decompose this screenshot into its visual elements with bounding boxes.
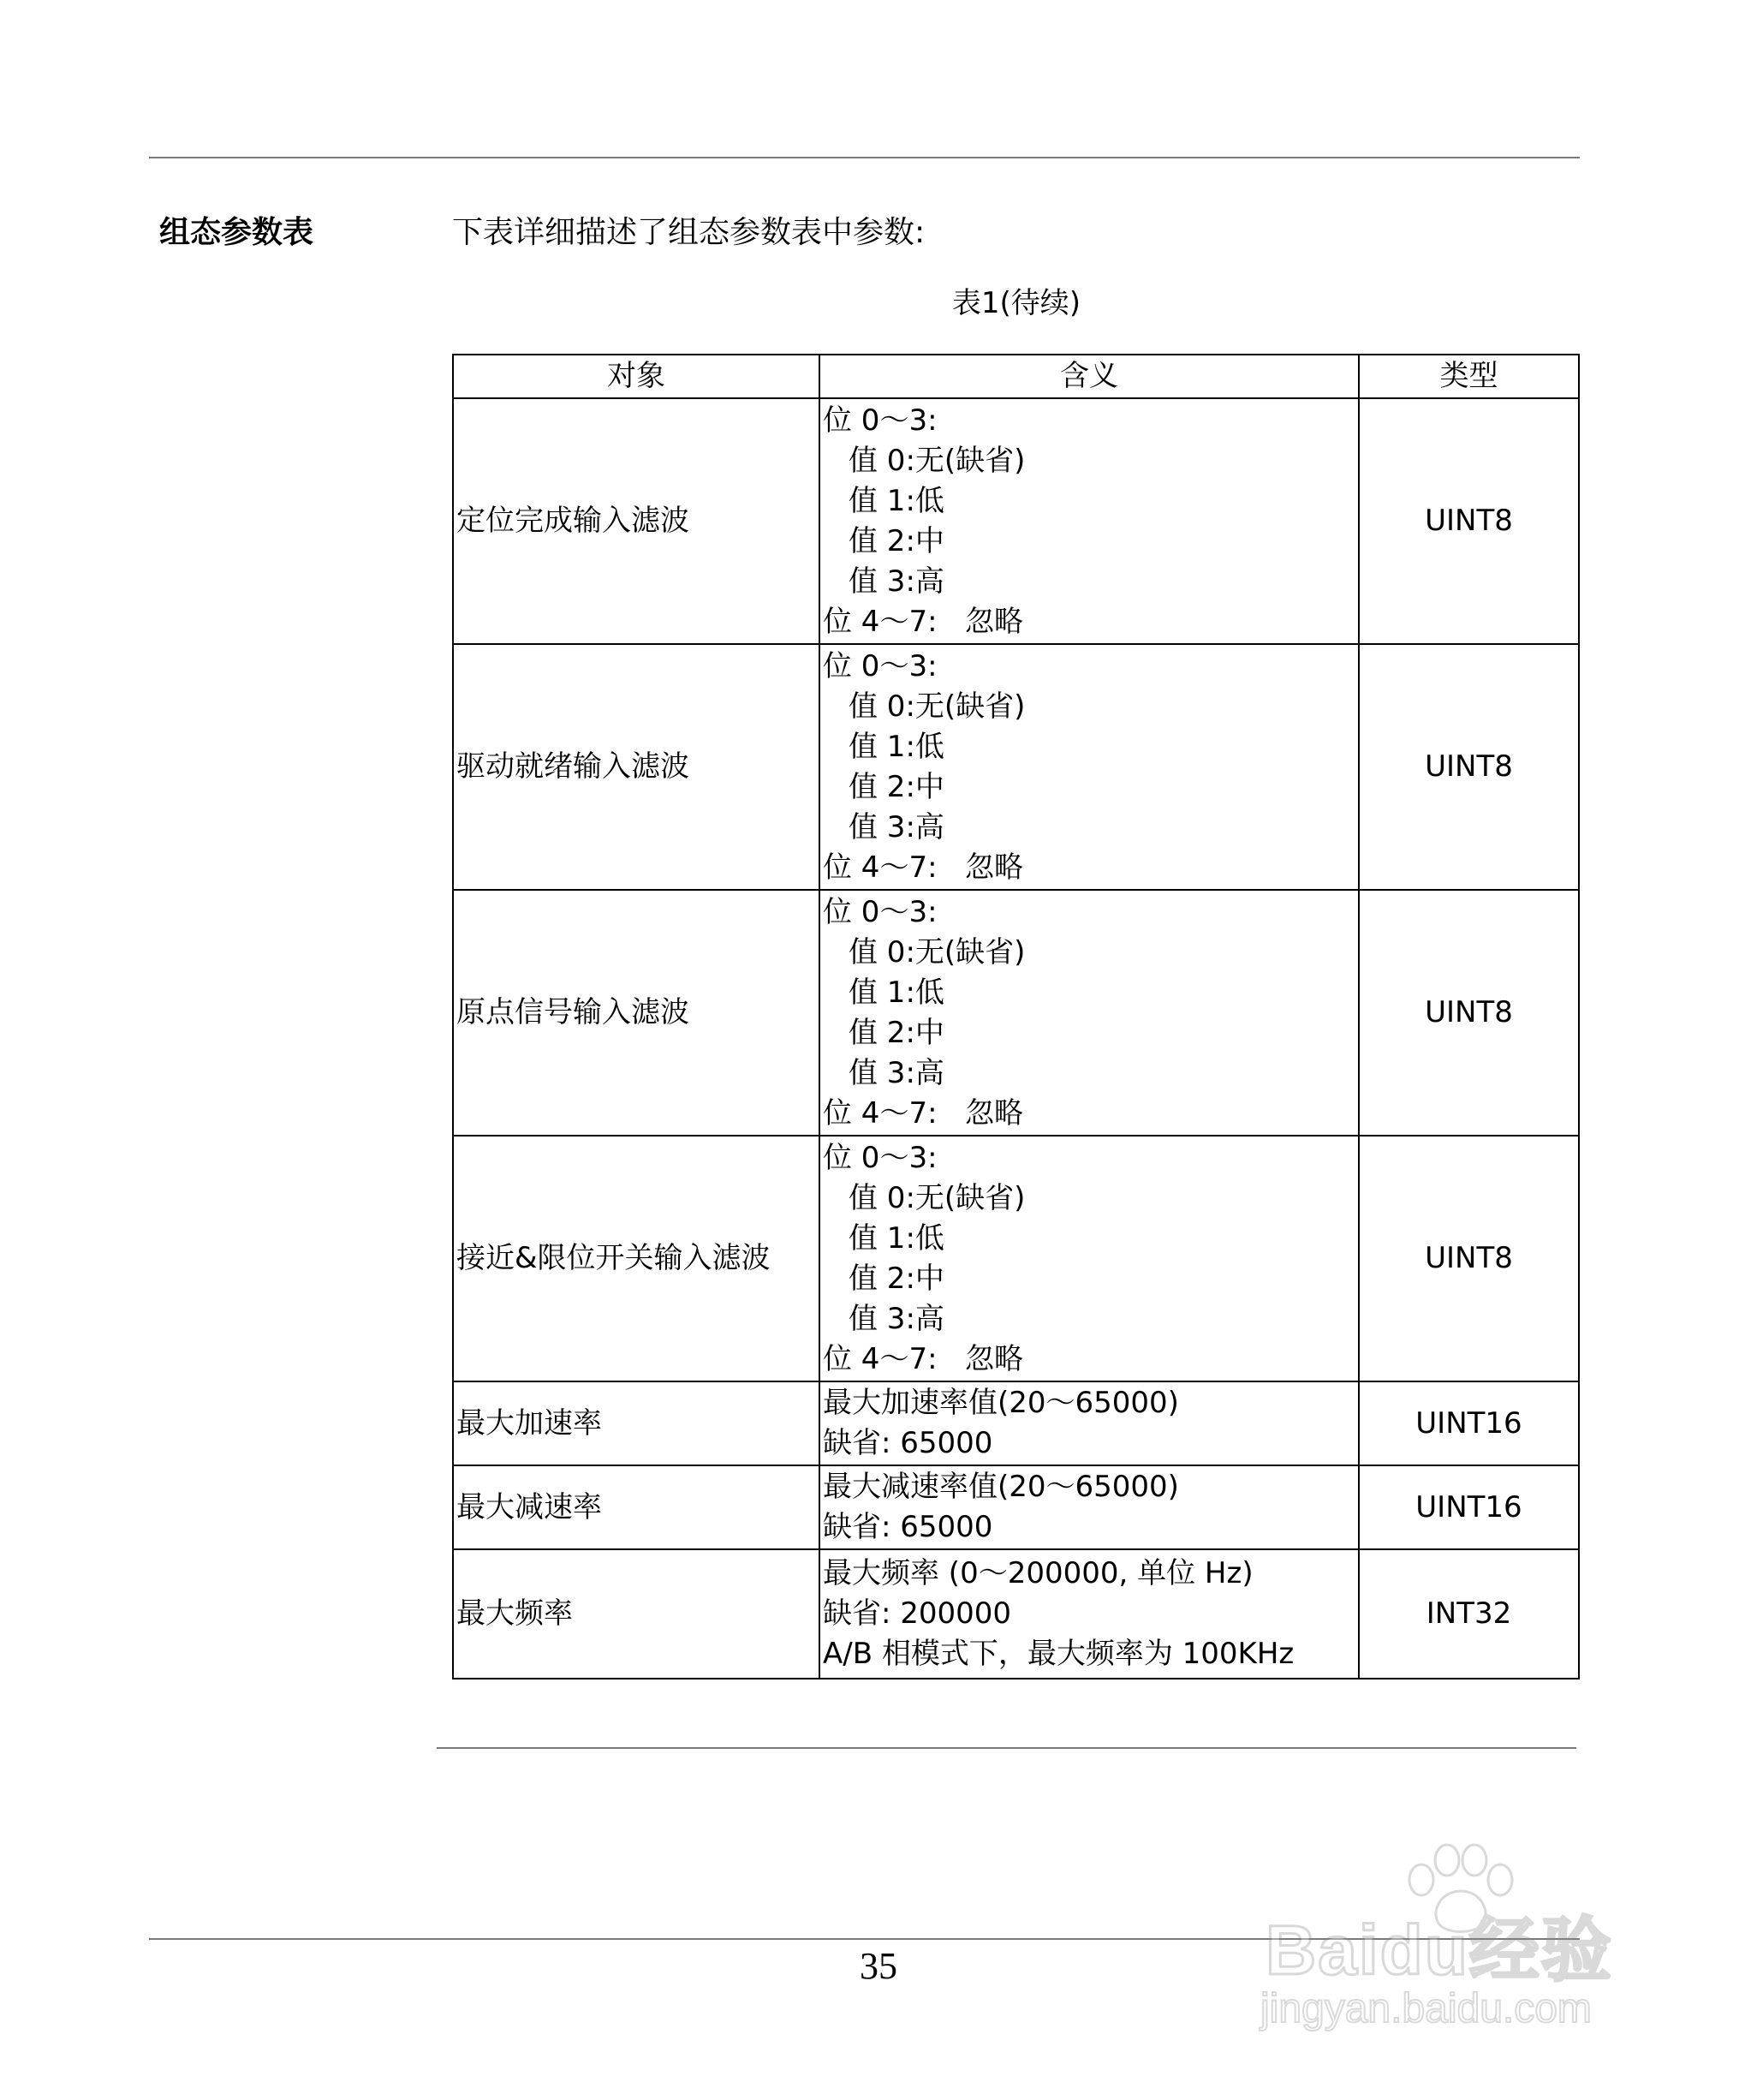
table-row <box>453 1136 1579 1381</box>
meaning-line: 最大减速率值(20～65000) <box>823 1470 1179 1504</box>
table-bottom-rule <box>437 1747 1576 1749</box>
top-rule <box>149 157 1580 158</box>
object-cell: 接近&限位开关输入滤波 <box>453 1136 819 1381</box>
meaning-line: 值 2:中 <box>849 523 944 558</box>
header-meaning: 含义 <box>819 355 1359 398</box>
type-cell: UINT8 <box>1359 890 1579 1136</box>
meaning-line: 位 0～3: <box>823 1140 938 1175</box>
meaning-line: 最大频率 (0～200000, 单位 Hz) <box>823 1556 1254 1590</box>
object-cell: 驱动就绪输入滤波 <box>453 644 819 890</box>
watermark <box>1250 1841 1661 2031</box>
meaning-line: 缺省: 65000 <box>823 1426 993 1460</box>
object-cell: 最大加速率 <box>453 1381 819 1465</box>
meaning-line: 值 1:低 <box>849 975 944 1010</box>
meaning-cell <box>819 1381 1359 1465</box>
page-number: 35 <box>860 1945 897 1987</box>
meaning-cell <box>819 398 1359 644</box>
meaning-line: 最大加速率值(20～65000) <box>823 1386 1179 1420</box>
object-cell: 最大频率 <box>453 1549 819 1679</box>
type-cell: UINT8 <box>1359 644 1579 890</box>
type-cell: UINT8 <box>1359 1136 1579 1381</box>
table-row <box>453 1549 1579 1679</box>
meaning-cell <box>819 1465 1359 1549</box>
table-row <box>453 644 1579 890</box>
meaning-line: 值 1:低 <box>849 729 944 764</box>
type-cell: UINT8 <box>1359 398 1579 644</box>
object-cell: 原点信号输入滤波 <box>453 890 819 1136</box>
type-cell: INT32 <box>1359 1549 1579 1679</box>
parameter-table <box>452 354 1580 1679</box>
meaning-line: 值 2:中 <box>849 769 944 804</box>
meaning-line: 值 0:无(缺省) <box>849 1180 1026 1215</box>
meaning-cell <box>819 1549 1359 1679</box>
meaning-line: 位 4～7: 忽略 <box>823 850 1023 885</box>
meaning-line: 位 0～3: <box>823 894 938 929</box>
table-header-row <box>453 355 1579 398</box>
table-row <box>453 1381 1579 1465</box>
table-row <box>453 398 1579 644</box>
meaning-line: 值 1:低 <box>849 483 944 518</box>
table-caption: 表1(待续) <box>951 286 1081 320</box>
meaning-line: A/B 相模式下，最大频率为 100KHz <box>823 1637 1295 1671</box>
meaning-line: 值 0:无(缺省) <box>849 443 1026 478</box>
meaning-cell <box>819 1136 1359 1381</box>
section-title: 组态参数表 <box>159 215 314 250</box>
meaning-line: 位 4～7: 忽略 <box>823 1095 1023 1131</box>
meaning-cell <box>819 890 1359 1136</box>
intro-text: 下表详细描述了组态参数表中参数: <box>452 215 926 250</box>
meaning-line: 位 0～3: <box>823 648 938 683</box>
object-cell: 最大减速率 <box>453 1465 819 1549</box>
header-object: 对象 <box>453 355 819 398</box>
meaning-line: 位 4～7: 忽略 <box>823 604 1023 639</box>
meaning-line: 值 0:无(缺省) <box>849 689 1026 724</box>
meaning-line: 值 3:高 <box>849 809 944 844</box>
table-row <box>453 1465 1579 1549</box>
meaning-line: 值 0:无(缺省) <box>849 934 1026 969</box>
type-cell: UINT16 <box>1359 1381 1579 1465</box>
table-row <box>453 890 1579 1136</box>
header-type: 类型 <box>1359 355 1579 398</box>
meaning-line: 缺省: 65000 <box>823 1510 993 1544</box>
meaning-cell <box>819 644 1359 890</box>
meaning-line: 值 3:高 <box>849 1301 944 1336</box>
meaning-line: 值 1:低 <box>849 1220 944 1256</box>
type-cell: UINT16 <box>1359 1465 1579 1549</box>
watermark-text: Baidu经验 <box>1266 1912 1613 1990</box>
meaning-line: 值 2:中 <box>849 1015 944 1050</box>
meaning-line: 值 3:高 <box>849 1055 944 1090</box>
meaning-line: 值 2:中 <box>849 1261 944 1296</box>
meaning-line: 位 4～7: 忽略 <box>823 1341 1023 1376</box>
meaning-line: 缺省: 200000 <box>823 1596 1012 1631</box>
watermark-url: jingyan.baidu.com <box>1260 1986 1592 2031</box>
object-cell: 定位完成输入滤波 <box>453 398 819 644</box>
meaning-line: 值 3:高 <box>849 564 944 599</box>
meaning-line: 位 0～3: <box>823 403 938 438</box>
